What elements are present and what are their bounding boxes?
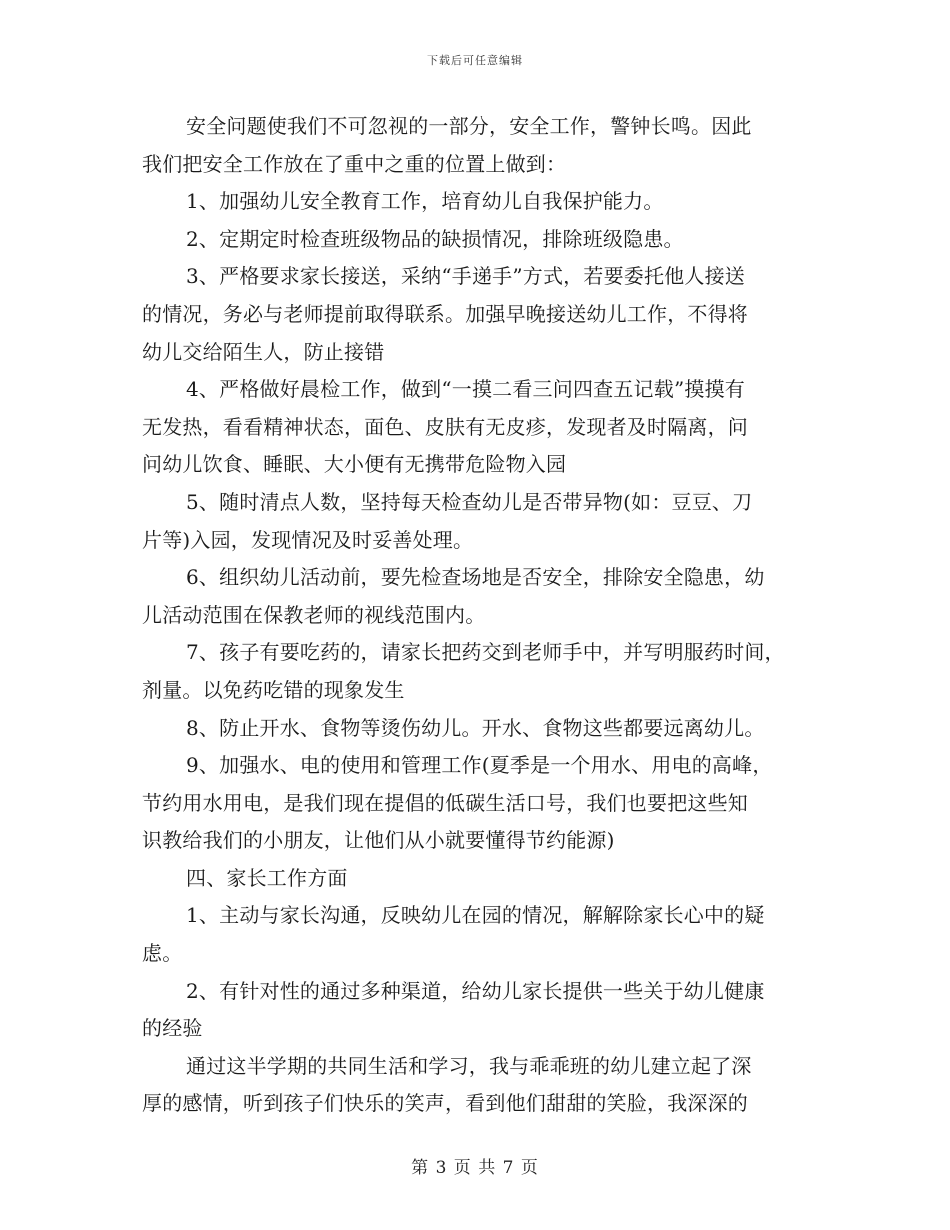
text-line: 2、有针对性的通过多种渠道，给幼儿家长提供一些关于幼儿健康 bbox=[186, 978, 765, 1003]
text-line: 5、随时清点人数，坚持每天检查幼儿是否带异物(如：豆豆、刀 bbox=[186, 489, 753, 514]
text-line: 6、组织幼儿活动前，要先检查场地是否安全，排除安全隐患，幼 bbox=[186, 565, 765, 590]
text-line: 厚的感情，听到孩子们快乐的笑声，看到他们甜甜的笑脸，我深深的 bbox=[142, 1091, 748, 1116]
text-line: 9、加强水、电的使用和管理工作(夏季是一个用水、用电的高峰， bbox=[186, 753, 773, 778]
text-line: 7、孩子有要吃药的，请家长把药交到老师手中，并写明服药时间， bbox=[186, 640, 785, 665]
text-line: 1、加强幼儿安全教育工作，培育幼儿自我保护能力。 bbox=[186, 189, 664, 214]
text-line: 问幼儿饮食、睡眠、大小便有无携带危险物入园 bbox=[142, 452, 567, 477]
page-number-footer: 第 3 页 共 7 页 bbox=[411, 1158, 539, 1178]
page-header: 下载后可任意编辑 bbox=[427, 54, 523, 67]
text-line: 1、主动与家长沟通，反映幼儿在园的情况，解解除家长心中的疑 bbox=[186, 903, 765, 928]
text-line: 虑。 bbox=[142, 941, 183, 966]
text-line: 识教给我们的小朋友，让他们从小就要懂得节约能源) bbox=[142, 828, 615, 853]
text-line: 通过这半学期的共同生活和学习，我与乖乖班的幼儿建立起了深 bbox=[186, 1053, 752, 1078]
text-line: 3、严格要求家长接送，采纳“手递手”方式，若要委托他人接送 bbox=[186, 264, 745, 289]
text-line: 我们把安全工作放在了重中之重的位置上做到： bbox=[142, 151, 567, 176]
text-line: 8、防止开水、食物等烫伤幼儿。开水、食物这些都要远离幼儿。 bbox=[186, 715, 765, 740]
text-line: 无发热，看看精神状态，面色、皮肤有无皮疹，发现者及时隔离，问 bbox=[142, 414, 748, 439]
text-line: 的经验 bbox=[142, 1016, 203, 1041]
text-line: 剂量。以免药吃错的现象发生 bbox=[142, 677, 405, 702]
text-line: 儿活动范围在保教老师的视线范围内。 bbox=[142, 602, 486, 627]
text-line: 安全问题使我们不可忽视的一部分，安全工作，警钟长鸣。因此 bbox=[186, 114, 752, 138]
text-line: 的情况，务必与老师提前取得联系。加强早晚接送幼儿工作，不得将 bbox=[142, 301, 748, 326]
text-line: 4、严格做好晨检工作，做到“一摸二看三问四查五记载”摸摸有 bbox=[186, 377, 745, 402]
text-line: 节约用水用电，是我们现在提倡的低碳生活口号，我们也要把这些知 bbox=[142, 790, 748, 815]
document-body bbox=[142, 108, 832, 1123]
text-line: 2、定期定时检查班级物品的缺损情况，排除班级隐患。 bbox=[186, 226, 684, 251]
section-heading: 四、家长工作方面 bbox=[186, 865, 348, 890]
text-line: 幼儿交给陌生人，防止接错 bbox=[142, 339, 385, 364]
text-line: 片等)入园，发现情况及时妥善处理。 bbox=[142, 527, 474, 552]
